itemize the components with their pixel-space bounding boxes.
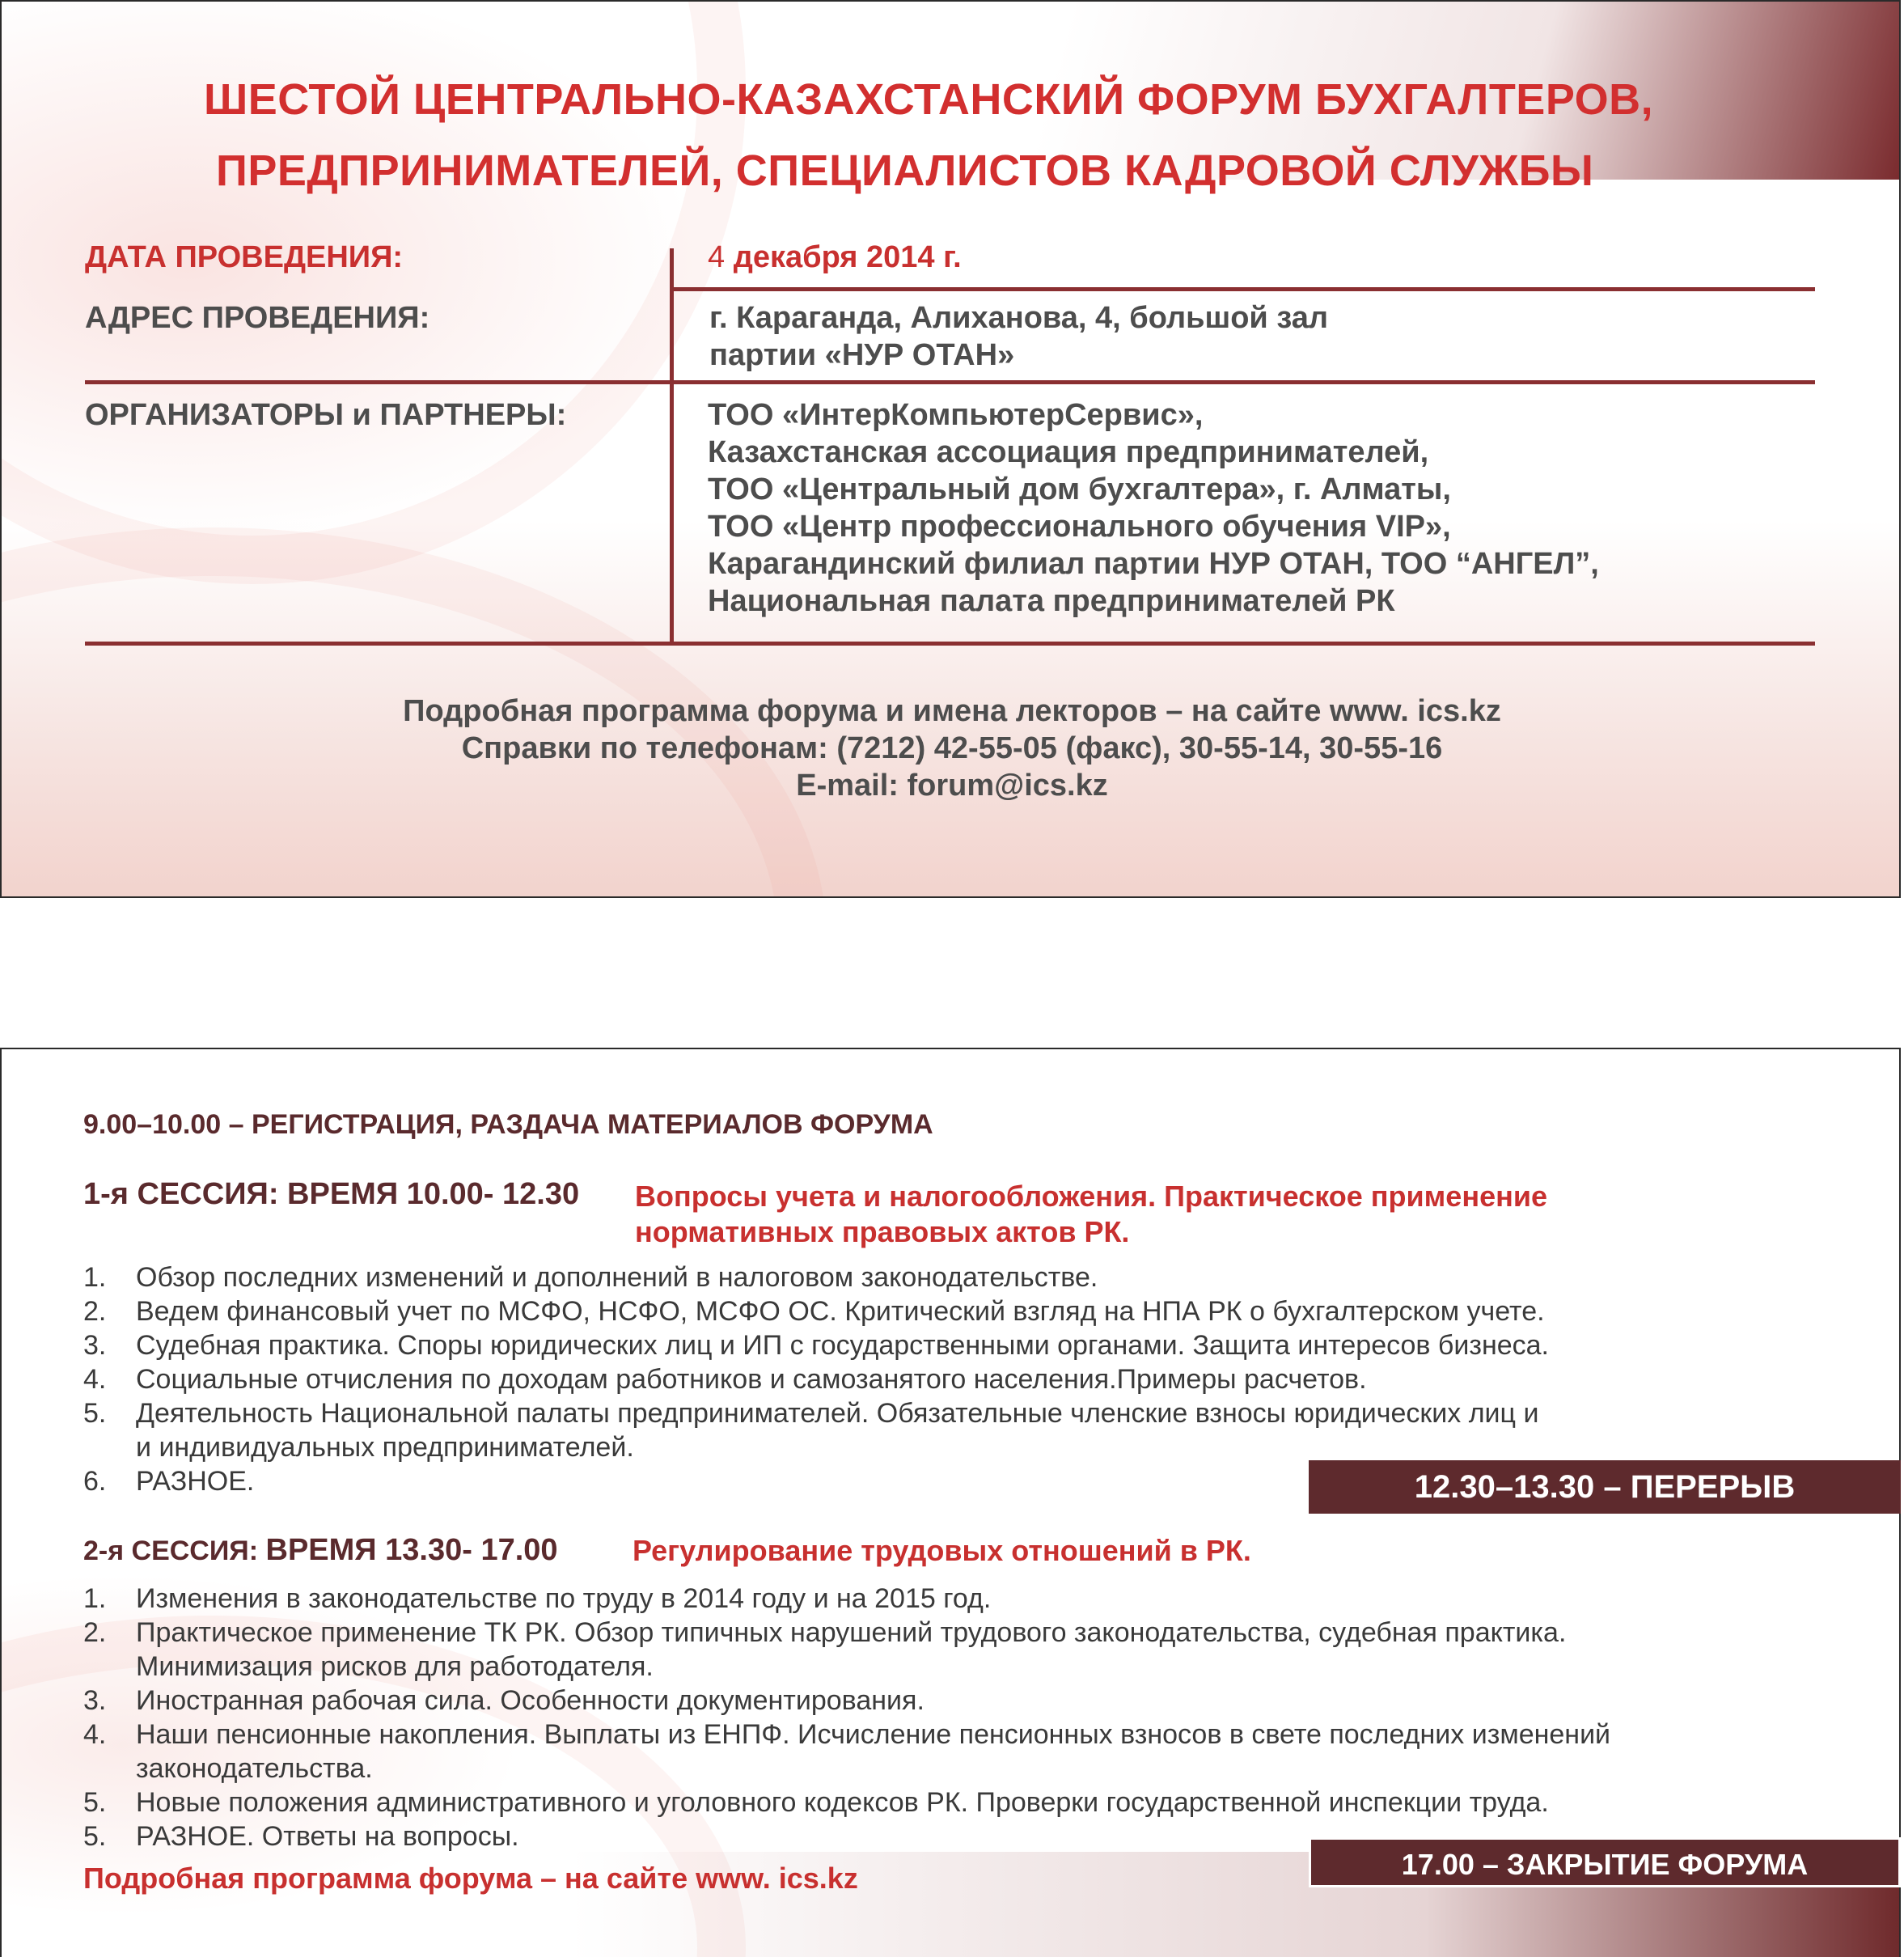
item-text-continued: законодательства. (136, 1753, 373, 1784)
session1-topic-line: нормативных правовых актов РК. (635, 1215, 1130, 1248)
list-item (83, 1260, 1549, 1294)
divider-address (85, 380, 1815, 384)
divider-date (672, 287, 1815, 291)
item-text: РАЗНОЕ. (136, 1466, 255, 1497)
column-divider (670, 248, 674, 646)
session2-heading-label: 2-я СЕССИЯ: (83, 1536, 266, 1566)
organizer-item: Казахстанская ассоциация предпринимателей, (708, 435, 1429, 469)
session1-topic (635, 1179, 1547, 1250)
organizer-item: ТОО «ИнтерКомпьютерСервис», (708, 398, 1204, 432)
item-text-continued: и индивидуальных предпринимателей. (136, 1432, 634, 1463)
item-text: Судебная практика. Споры юридических лиц и ИП с государственными органами. Защита интересов бизнеса. (136, 1330, 1549, 1361)
address-line: г. Караганда, Алиханова, 4, большой зал (709, 301, 1328, 335)
item-number: 4. (83, 1364, 107, 1395)
list-item (83, 1328, 1549, 1362)
item-text: Новые положения административного и уголовного кодексов РК. Проверки государственной инспекции труда. (136, 1787, 1549, 1818)
item-number: 5. (83, 1787, 107, 1818)
program-website-link: Подробная программа форума – на сайте www. ics.kz (83, 1862, 858, 1895)
item-number: 2. (83, 1296, 107, 1327)
item-number: 1. (83, 1583, 107, 1614)
item-number: 5. (83, 1821, 107, 1852)
contact-email: E-mail: forum@ics.kz (796, 769, 1108, 803)
organizers-list (708, 396, 1599, 620)
invitation-card (0, 0, 1901, 898)
item-text: Деятельность Национальной палаты предпринимателей. Обязательные членские взносы юридических лиц и (136, 1398, 1539, 1429)
list-item (83, 1582, 1610, 1616)
organizer-item: Национальная палата предпринимателей РК (708, 584, 1395, 618)
divider-organizers (85, 642, 1815, 646)
item-number: 6. (83, 1466, 107, 1497)
item-text: Иностранная рабочая сила. Особенности документирования. (136, 1685, 924, 1716)
closing-banner: 17.00 – ЗАКРЫТИЕ ФОРУМА (1309, 1837, 1901, 1887)
item-number: 4. (83, 1719, 107, 1750)
organizer-item: ТОО «Центральный дом бухгалтера», г. Алматы, (708, 472, 1451, 506)
date-value (708, 239, 962, 276)
session2-items (83, 1582, 1610, 1853)
date-month-year: декабря 2014 г. (725, 240, 962, 274)
break-banner: 12.30–13.30 – ПЕРЕРЫВ (1309, 1460, 1901, 1514)
date-label: ДАТА ПРОВЕДЕНИЯ: (85, 240, 404, 274)
address-label: АДРЕС ПРОВЕДЕНИЯ: (85, 301, 430, 335)
list-item (83, 1785, 1610, 1819)
session1-heading: 1-я СЕССИЯ: ВРЕМЯ 10.00- 12.30 (83, 1177, 580, 1211)
list-item (83, 1616, 1610, 1684)
item-text: Обзор последних изменений и дополнений в налоговом законодательстве. (136, 1262, 1098, 1293)
session2-topic: Регулирование трудовых отношений в РК. (633, 1534, 1251, 1567)
address-line: партии «НУР ОТАН» (709, 338, 1015, 372)
address-value (709, 299, 1328, 374)
organizers-label: ОРГАНИЗАТОРЫ и ПАРТНЕРЫ: (85, 398, 567, 432)
list-item (83, 1396, 1549, 1464)
item-text: РАЗНОЕ. Ответы на вопросы. (136, 1821, 519, 1852)
list-item (83, 1718, 1610, 1785)
item-number: 1. (83, 1262, 107, 1293)
contact-phones: Справки по телефонам: (7212) 42-55-05 (факс), 30-55-14, 30-55-16 (461, 731, 1443, 765)
item-number: 2. (83, 1617, 107, 1648)
forum-title-line1: ШЕСТОЙ ЦЕНТРАЛЬНО-КАЗАХСТАНСКИЙ ФОРУМ БУХГАЛТЕРОВ, (204, 75, 1654, 124)
item-text: Ведем финансовый учет по МСФО, НСФО, МСФО ОС. Критический взгляд на НПА РК о бухгалтерском учете. (136, 1296, 1545, 1327)
organizer-item: ТОО «Центр профессионального обучения VIP», (708, 510, 1451, 544)
item-number: 3. (83, 1330, 107, 1361)
item-number: 5. (83, 1398, 107, 1429)
list-item (83, 1294, 1549, 1328)
registration-line: 9.00–10.00 – РЕГИСТРАЦИЯ, РАЗДАЧА МАТЕРИАЛОВ ФОРУМА (83, 1109, 933, 1140)
date-day: 4 (708, 240, 726, 274)
session2-heading (83, 1533, 558, 1568)
organizer-item: Карагандинский филиал партии НУР ОТАН, ТОО “АНГЕЛ”, (708, 547, 1599, 581)
forum-title-line2: ПРЕДПРИНИМАТЕЛЕЙ, СПЕЦИАЛИСТОВ КАДРОВОЙ СЛУЖБЫ (216, 146, 1594, 195)
program-website-note: Подробная программа форума и имена лекторов – на сайте www. ics.kz (403, 694, 1501, 728)
item-text: Изменения в законодательстве по труду в 2014 году и на 2015 год. (136, 1583, 992, 1614)
item-text: Наши пенсионные накопления. Выплаты из ЕНПФ. Исчисление пенсионных взносов в свете последних изменений (136, 1719, 1611, 1750)
item-number: 3. (83, 1685, 107, 1716)
item-text-continued: Минимизация рисков для работодателя. (136, 1651, 654, 1682)
item-text: Социальные отчисления по доходам работников и самозанятого населения.Примеры расчетов. (136, 1364, 1367, 1395)
item-text: Практическое применение ТК РК. Обзор типичных нарушений трудового законодательства, судебная практика. (136, 1617, 1567, 1648)
list-item (83, 1362, 1549, 1396)
list-item (83, 1684, 1610, 1718)
session2-heading-time: ВРЕМЯ 13.30- 17.00 (265, 1533, 558, 1567)
session1-topic-line: Вопросы учета и налогообложения. Практическое применение (635, 1180, 1547, 1213)
